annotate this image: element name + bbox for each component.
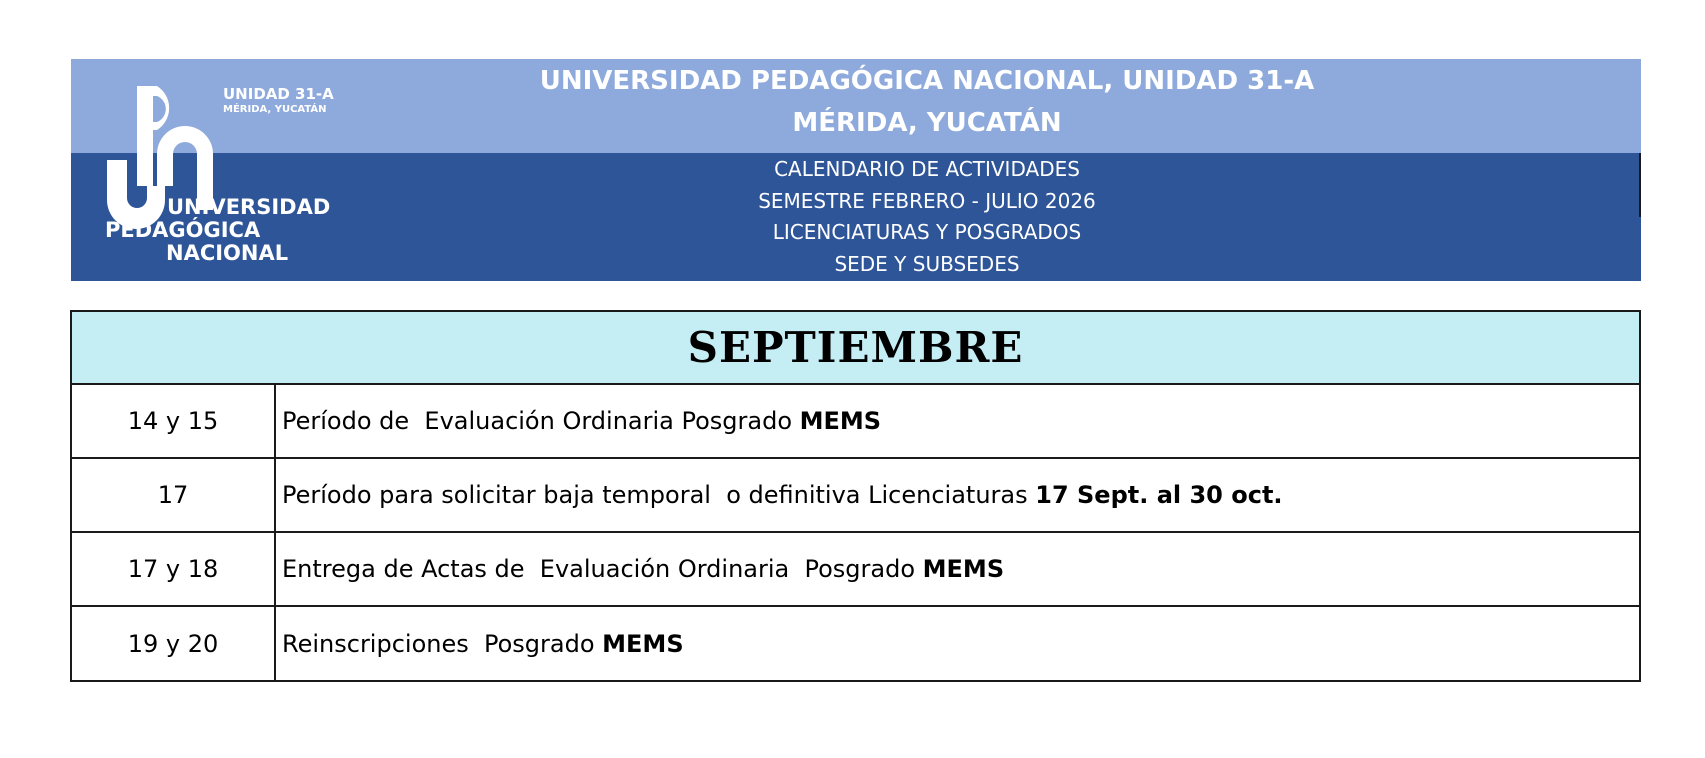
table-row <box>72 607 1639 680</box>
event-date: 17 <box>72 459 276 531</box>
table-row <box>72 385 1639 459</box>
table-row <box>72 533 1639 607</box>
upn-logo <box>105 82 345 272</box>
event-highlight: MEMS <box>799 407 882 435</box>
logo-name-line2: PEDAGÓGICA <box>105 218 261 242</box>
event-date: 17 y 18 <box>72 533 276 605</box>
event-description <box>276 385 1639 457</box>
logo-name-line1: UNIVERSIDAD <box>167 195 331 219</box>
month-header: SEPTIEMBRE <box>72 312 1639 385</box>
table-row <box>72 459 1639 533</box>
calendar-subtitle: CALENDARIO DE ACTIVIDADES <box>774 157 1080 181</box>
event-description <box>276 607 1639 680</box>
logo-name-line3: NACIONAL <box>166 241 289 265</box>
semester-subtitle: SEMESTRE FEBRERO - JULIO 2026 <box>758 189 1096 213</box>
institution-title: UNIVERSIDAD PEDAGÓGICA NACIONAL, UNIDAD 31-A <box>539 66 1315 96</box>
event-highlight: 17 Sept. al 30 oct. <box>1035 481 1283 509</box>
calendar-table <box>70 310 1641 682</box>
logo-city-label: MÉRIDA, YUCATÁN <box>223 104 327 115</box>
event-date: 19 y 20 <box>72 607 276 680</box>
event-text: Período de Evaluación Ordinaria Posgrado <box>282 407 800 435</box>
event-highlight: MEMS <box>602 629 684 658</box>
logo-unit-label: UNIDAD 31-A <box>223 85 334 103</box>
institution-location: MÉRIDA, YUCATÁN <box>792 108 1062 138</box>
event-text: Reinscripciones Posgrado <box>282 629 603 658</box>
programs-subtitle: LICENCIATURAS Y POSGRADOS <box>772 220 1082 244</box>
event-description <box>276 533 1639 605</box>
event-text: Entrega de Actas de Evaluación Ordinaria Posgrado <box>282 555 923 583</box>
event-date: 14 y 15 <box>72 385 276 457</box>
event-description <box>276 459 1639 531</box>
event-text: Período para solicitar baja temporal o definitiva Licenciaturas <box>282 481 1036 509</box>
locations-subtitle: SEDE Y SUBSEDES <box>834 252 1020 276</box>
event-highlight: MEMS <box>922 555 1005 583</box>
banner-edge-line <box>1639 153 1641 217</box>
